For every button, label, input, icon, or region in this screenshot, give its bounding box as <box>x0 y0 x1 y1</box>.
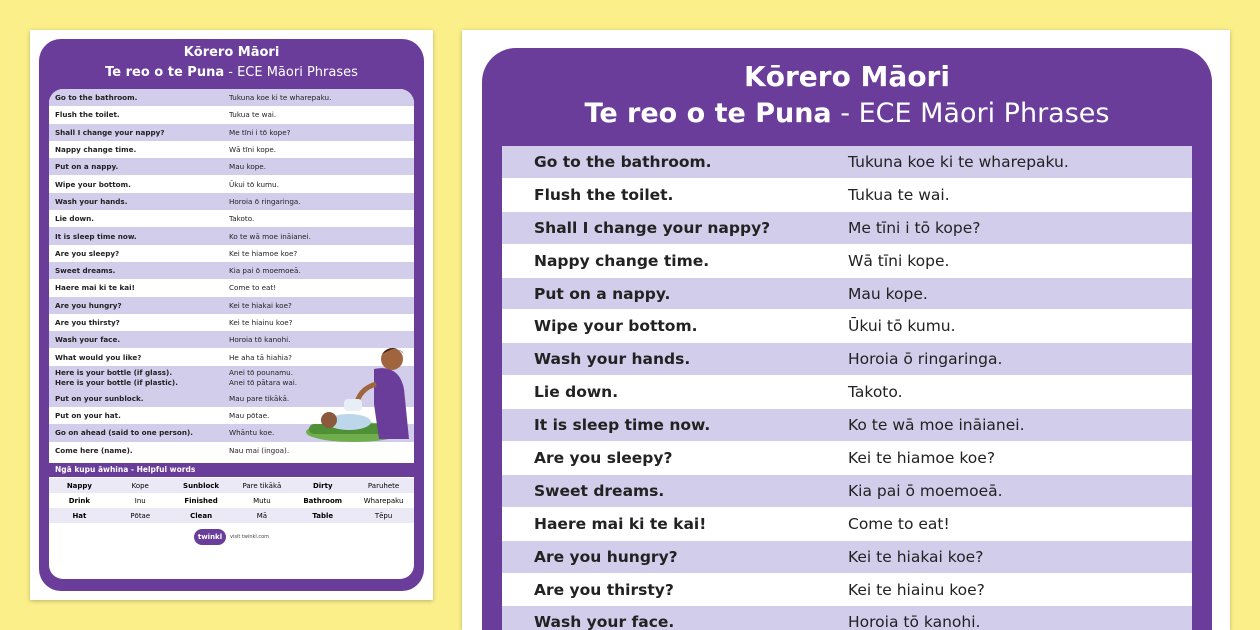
phrase-row <box>502 245 1192 278</box>
helpful-words-row <box>49 493 414 508</box>
helpful-words-row <box>49 508 414 523</box>
phrase-row <box>502 278 1192 311</box>
zoomed-page <box>462 30 1230 630</box>
phrase-maori: Mau pare tikākā. <box>229 393 290 403</box>
phrase-maori-line: Anei tō pounamu. <box>229 367 293 377</box>
helpful-word-cell: Finished <box>184 496 218 505</box>
helpful-word-cell: Kope <box>131 481 149 490</box>
phrase-english: Flush the toilet. <box>55 110 120 120</box>
phrase-row <box>49 262 414 279</box>
helpful-word-cell: Clean <box>190 511 213 520</box>
phrase-english-line: Here is your bottle (if plastic). <box>55 377 178 387</box>
phrase-row <box>502 442 1192 475</box>
phrase-maori: Kei te hiainu koe? <box>848 580 985 599</box>
phrase-maori: Mau kope. <box>848 284 928 303</box>
phrase-row <box>502 343 1192 376</box>
thumbnail-subtitle: Te reo o te Puna - ECE Māori Phrases <box>105 65 358 80</box>
phrase-english: Wash your hands. <box>55 196 128 206</box>
phrase-maori: Ko te wā moe ināianei. <box>848 416 1025 435</box>
helpful-word-cell: Drink <box>68 496 91 505</box>
phrase-english: Are you hungry? <box>55 300 122 310</box>
phrase-maori: Mau kope. <box>229 162 267 172</box>
helpful-word-cell: Pōtae <box>130 511 151 520</box>
phrase-maori: Come to eat! <box>848 514 950 533</box>
phrase-english: Wash your face. <box>534 613 675 630</box>
phrase-maori: Kei te hiainu koe? <box>229 318 293 327</box>
phrase-english: It is sleep time now. <box>534 416 711 435</box>
phrase-maori: He aha tā hiahia? <box>229 352 292 362</box>
phrase-maori: Horoia tō kanohi. <box>229 335 291 345</box>
phrase-english: Nappy change time. <box>55 145 137 155</box>
page-subtitle: Te reo o te Puna - ECE Māori Phrases <box>584 98 1110 129</box>
phrase-english: Lie down. <box>534 383 619 402</box>
phrase-maori: Tukua te wai. <box>229 110 277 120</box>
phrase-english: Go on ahead (said to one person). <box>55 428 193 438</box>
phrase-english: Are you thirsty? <box>55 318 120 327</box>
phrase-maori: Kia pai ō moemoeā. <box>229 266 301 276</box>
phrase-english: Go to the bathroom. <box>55 93 138 103</box>
phrase-row <box>49 141 414 158</box>
phrase-maori: Tukuna koe ki te wharepaku. <box>848 152 1069 171</box>
phrase-maori: Takoto. <box>848 383 903 402</box>
helpful-words-heading: Ngā kupu āwhina - Helpful words <box>49 463 414 477</box>
phrase-row <box>49 297 414 314</box>
phrase-english: Shall I change your nappy? <box>55 127 165 137</box>
phrase-english: It is sleep time now. <box>55 231 137 241</box>
twinkl-logo: twinkl visit twinkl.com <box>194 529 269 545</box>
phrase-maori: Horoia tō kanohi. <box>848 613 981 630</box>
phrase-maori: Come to eat! <box>229 283 277 293</box>
phrase-english: Go to the bathroom. <box>534 152 712 171</box>
thumbnail-frame <box>39 39 424 591</box>
phrase-maori: Ko te wā moe ināianei. <box>229 231 311 241</box>
helpful-word-cell: Dirty <box>312 481 333 490</box>
phrase-english: Put on a nappy. <box>55 162 119 172</box>
phrase-row <box>502 179 1192 212</box>
phrase-row <box>502 212 1192 245</box>
phrase-maori: Wā tīni kope. <box>229 145 277 155</box>
helpful-word-cell: Paruhete <box>367 481 400 490</box>
phrase-row <box>49 245 414 262</box>
phrase-english: Are you sleepy? <box>534 448 673 467</box>
phrase-row <box>49 279 414 296</box>
helpful-word-cell: Wharepaku <box>363 496 404 505</box>
phrase-english: Shall I change your nappy? <box>534 218 771 237</box>
phrase-maori: Me tīni i tō kope? <box>229 127 291 137</box>
phrase-row <box>502 146 1192 179</box>
helpful-word-cell: Sunblock <box>183 481 220 490</box>
phrase-maori: Kia pai ō moemoeā. <box>848 481 1003 500</box>
phrase-maori: Takoto. <box>229 214 255 224</box>
phrase-english: What would you like? <box>55 352 142 362</box>
phrase-english: Put on your hat. <box>55 411 121 421</box>
phrase-english: Put on your sunblock. <box>55 393 144 403</box>
thumbnail-page <box>30 30 433 600</box>
phrase-row <box>502 541 1192 574</box>
phrase-row <box>502 310 1192 343</box>
phrase-english: Are you thirsty? <box>534 580 674 599</box>
phrase-english: Lie down. <box>55 214 94 224</box>
thumbnail-content <box>49 89 414 579</box>
phrase-maori: Kei te hiakai koe? <box>848 547 984 566</box>
phrase-english: Wipe your bottom. <box>55 179 131 189</box>
phrase-english: Haere mai ki te kai! <box>55 283 135 293</box>
phrase-row <box>502 574 1192 607</box>
phrase-maori: Nau mai (ingoa). <box>229 445 290 455</box>
phrase-maori: Horoia ō ringaringa. <box>229 196 301 206</box>
helpful-word-cell: Table <box>312 511 334 520</box>
phrase-maori: Ūkui tō kumu. <box>229 179 279 189</box>
phrase-english <box>49 368 229 388</box>
phrase-maori: Ūkui tō kumu. <box>848 317 956 336</box>
phrase-maori: Horoia ō ringaringa. <box>848 350 1003 369</box>
helpful-word-cell: Inu <box>134 496 146 505</box>
phrase-maori: Tukuna koe ki te wharepaku. <box>229 93 332 103</box>
helpful-words-row <box>49 478 414 493</box>
phrase-row <box>49 314 414 331</box>
phrase-row <box>49 89 414 106</box>
helpful-word-cell: Hat <box>72 511 87 520</box>
phrase-row <box>49 158 414 175</box>
phrase-maori: Me tīni i tō kope? <box>848 218 981 237</box>
phrase-row <box>502 409 1192 442</box>
helpful-word-cell: Bathroom <box>303 496 343 505</box>
phrase-maori: Wā tīni kope. <box>848 251 950 270</box>
phrase-english: Are you sleepy? <box>55 248 120 258</box>
phrase-english: Flush the toilet. <box>534 185 674 204</box>
helpful-word-cell: Nappy <box>66 481 92 490</box>
phrase-row <box>49 193 414 210</box>
phrase-maori: Kei te hiakai koe? <box>229 300 292 310</box>
phrase-english: Come here (name). <box>55 445 133 455</box>
phrase-english: Put on a nappy. <box>534 284 671 303</box>
phrase-row <box>49 124 414 141</box>
phrase-maori: Tukua te wai. <box>848 185 950 204</box>
helpful-word-cell: Mutu <box>253 496 271 505</box>
helpful-word-cell: Mā <box>256 511 268 520</box>
phrase-maori-line: Anei tō pātara wai. <box>229 377 298 387</box>
phrase-maori: Mau pōtae. <box>229 411 270 421</box>
zoomed-frame <box>482 48 1212 630</box>
phrase-english: Nappy change time. <box>534 251 710 270</box>
phrase-row <box>502 475 1192 508</box>
nappy-change-illustration <box>304 344 414 449</box>
helpful-words-table <box>49 478 414 523</box>
page-title: Kōrero Māori <box>744 60 950 93</box>
zoomed-phrase-table <box>502 146 1192 630</box>
phrase-english: Haere mai ki te kai! <box>534 514 707 533</box>
phrase-row <box>502 376 1192 409</box>
helpful-word-cell: Tēpu <box>374 511 393 520</box>
phrase-maori: Kei te hiamoe koe? <box>848 448 996 467</box>
phrase-english: Sweet dreams. <box>55 266 116 276</box>
phrase-row <box>49 227 414 244</box>
phrase-english-line: Here is your bottle (if glass). <box>55 367 173 377</box>
phrase-english: Wipe your bottom. <box>534 317 698 336</box>
phrase-english: Wash your hands. <box>534 350 691 369</box>
phrase-english: Wash your face. <box>55 335 121 345</box>
phrase-row <box>502 508 1192 541</box>
helpful-word-cell: Pare tikākā <box>242 481 282 490</box>
phrase-english: Sweet dreams. <box>534 481 665 500</box>
phrase-row <box>502 606 1192 630</box>
phrase-row <box>49 175 414 192</box>
phrase-row <box>49 210 414 227</box>
phrase-maori: Kei te hiamoe koe? <box>229 248 298 258</box>
phrase-maori: Whāntu koe. <box>229 428 275 438</box>
thumbnail-title: Kōrero Māori <box>183 45 280 60</box>
phrase-english: Are you hungry? <box>534 547 678 566</box>
phrase-row <box>49 106 414 123</box>
